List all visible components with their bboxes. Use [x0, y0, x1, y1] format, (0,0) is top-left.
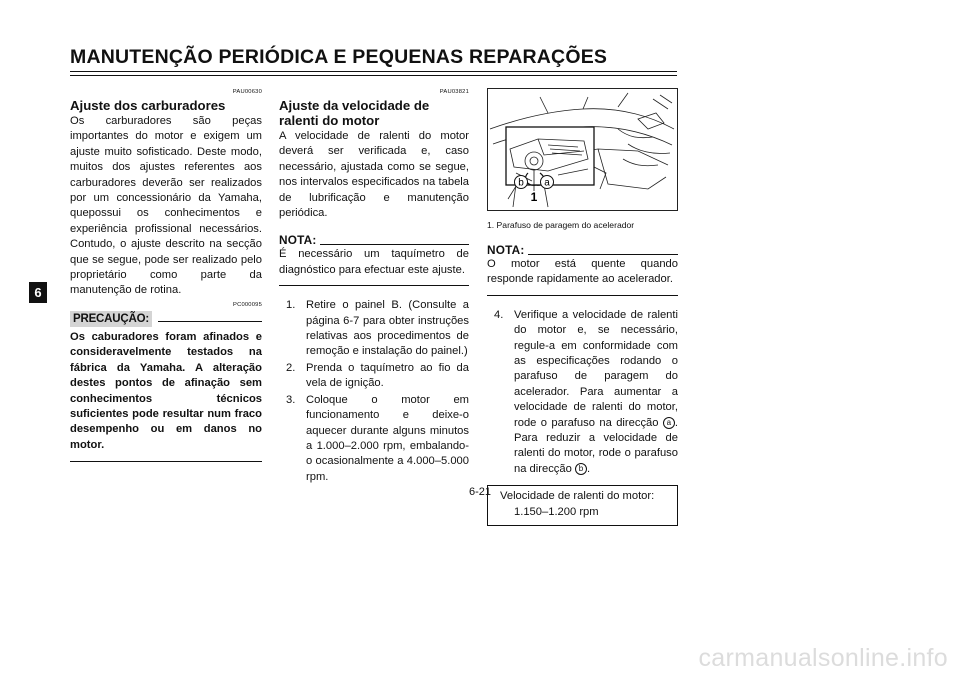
list-item: [279, 298, 469, 360]
header-rule-top: [70, 71, 677, 72]
step-text: [514, 308, 678, 477]
step-number: 4.: [494, 308, 504, 321]
spec-label: Velocidade de ralenti do motor:: [500, 490, 655, 503]
header-rule-bottom: [70, 75, 677, 76]
list-item: [487, 308, 678, 477]
step-number: 3.: [286, 393, 296, 406]
note-label: NOTA:: [487, 243, 525, 257]
step-text: Coloque o motor em funcionamento e deixe-o aquecer durante alguns minutos a 1.000–2.000 rpm, embalando-o ocasionalmente a 4.000–5.000 rpm.: [306, 393, 469, 483]
figure-label-1: 1: [530, 190, 538, 204]
section-body: A velocidade de ralenti do motor deverá ser verificada e, caso necessário, ajustada como se segue, nos intervalos especificados na tabela de lubrificação e manutenção periódica.: [279, 130, 469, 220]
note-text: É necessário um taquímetro de diagnóstico para efectuar este ajuste.: [279, 248, 469, 276]
section-code: PAU03821: [439, 89, 469, 95]
caution-end-rule: [70, 461, 262, 462]
note-text: O motor está quente quando responde rapidamente ao acelerador.: [487, 258, 678, 286]
caution-label: PRECAUÇÃO:: [70, 311, 152, 327]
figure-label-b: b: [518, 177, 524, 189]
direction-a-marker: a: [663, 417, 675, 429]
step-text: Retire o painel B. (Consulte a página 6-7 para obter instruções relativas aos procedimentos de remoção e instalação do painel.): [306, 299, 469, 358]
caution-code: PC000095: [233, 301, 262, 308]
step-text: Prenda o taquímetro ao fio da vela de ignição.: [306, 361, 469, 390]
note-header: [279, 233, 469, 247]
step-text-part: .: [586, 462, 591, 475]
note-label: NOTA:: [279, 233, 317, 248]
section-heading: Ajuste dos carburadores: [70, 98, 226, 113]
section-body: Os carburadores são peças importantes do motor e exigem um ajuste muito sofisticado. Deste modo, muitos dos ajustes referentes aos carburadores deverão ser realizados por um concessionário da Yamaha, quepossui os conhecimentos e experiência profissional necessários. Contudo, o ajuste descrito na secção que se segue, pode ser realizado pelo proprietário como parte da manutenção de rotina.: [70, 115, 262, 297]
note-rule: [320, 244, 469, 245]
right-column: [487, 88, 678, 526]
spec-value: 1.150–1.200 rpm: [514, 505, 599, 518]
page-title: MANUTENÇÃO PERIÓDICA E PEQUENAS REPARAÇÕES: [70, 46, 608, 68]
direction-b-marker: b: [575, 463, 587, 475]
figure-label-a: a: [544, 177, 550, 189]
section-code: PAU00630: [232, 89, 262, 95]
step-number: 2.: [286, 361, 296, 374]
caution-rule: [158, 321, 262, 322]
caution-text: Os caburadores foram afinados e consideravelmente testados na fábrica da Yamaha. A alteração destes pontos de afinação sem conhecimentos técnicos suficientes pode resultar num fraco desempenho ou em danos no motor.: [70, 330, 262, 451]
steps-list: [487, 308, 678, 477]
step-text-part: Verifique a velocidade de ralenti do motor e, se necessário, regule-a em conformidade com as especificações rodando o parafuso de paragem do acelerador. Para aumentar a velocidade de ralenti do motor, rode o parafuso na direcção: [514, 308, 678, 429]
section-heading: Ajuste da velocidade de ralenti do motor: [279, 98, 430, 128]
left-column: [70, 88, 262, 462]
watermark: carmanualsonline.info: [698, 644, 948, 672]
note-end-rule: [487, 295, 678, 296]
chapter-tab: 6: [29, 282, 47, 303]
step-text-part: . Para reduzir a velocidade de ralenti do motor, rode o parafuso na direcção: [514, 416, 678, 475]
figure-caption: 1. Parafuso de paragem do acelerador: [487, 220, 635, 230]
note-rule: [528, 254, 678, 255]
list-item: [279, 361, 469, 392]
list-item: [279, 393, 469, 485]
note-end-rule: [279, 285, 469, 286]
page-number: 6-21: [468, 486, 492, 498]
carburetor-illustration: [488, 89, 677, 210]
middle-column: [279, 88, 469, 486]
carburetor-figure: [487, 88, 678, 211]
steps-list: [279, 298, 469, 485]
note-header: [487, 243, 678, 257]
caution-header: [70, 311, 262, 327]
step-number: 1.: [286, 299, 296, 312]
